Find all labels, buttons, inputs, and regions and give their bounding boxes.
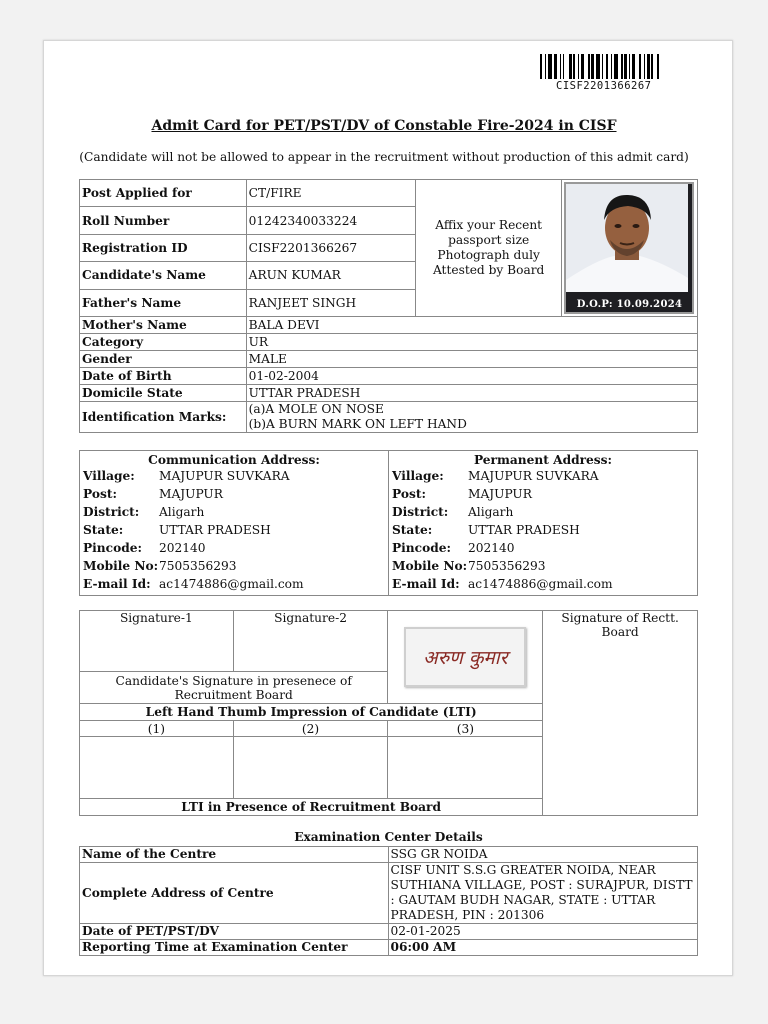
lti-1-box: [80, 737, 234, 799]
exam-date-value: 02-01-2025: [388, 924, 697, 940]
gender-label: Gender: [80, 351, 247, 368]
father-name-label: Father's Name: [80, 289, 247, 316]
identification-mark-a: (a)A MOLE ON NOSE: [248, 402, 384, 416]
mobile-label: Mobile No:: [392, 559, 468, 573]
candidate-name-label: Candidate's Name: [80, 262, 247, 289]
candidate-info-table: [79, 179, 698, 433]
exam-center-table: [79, 846, 698, 956]
table-row: [80, 334, 698, 351]
mobile-label: Mobile No:: [83, 559, 159, 573]
reporting-time-label: Reporting Time at Examination Center: [80, 940, 389, 956]
candidate-signature-image-cell: [388, 611, 543, 704]
post-label: Post:: [392, 487, 426, 501]
rectt-board-signature-cell: [543, 611, 698, 816]
affix-text: Affix your Recent passport size Photograph duly Attested by Board: [432, 218, 545, 277]
page-subtitle: (Candidate will not be allowed to appear in the recruitment without production of this admit card): [79, 150, 689, 164]
photo-cell: [561, 180, 697, 317]
post-value: MAJUPUR: [159, 487, 223, 501]
roll-label: Roll Number: [80, 207, 247, 234]
reporting-time-value: 06:00 AM: [388, 940, 697, 956]
barcode-bars: [540, 54, 700, 79]
lti-1-label: (1): [80, 721, 234, 737]
permanent-address-heading: Permanent Address:: [473, 453, 613, 467]
table-row: [80, 385, 698, 402]
lti-2-box: [233, 737, 388, 799]
identification-mark-b: (b)A BURN MARK ON LEFT HAND: [248, 417, 467, 431]
father-name-value: RANJEET SINGH: [246, 289, 416, 316]
dob-label: Date of Birth: [80, 368, 247, 385]
roll-value: 01242340033224: [246, 207, 416, 234]
domicile-label: Domicile State: [80, 385, 247, 402]
state-value: UTTAR PRADESH: [159, 523, 271, 537]
signature-presence-text: Candidate's Signature in presenece of Recruitment Board: [115, 673, 352, 702]
barcode-text: CISF2201366267: [556, 80, 652, 92]
mobile-value: 7505356293: [468, 559, 546, 573]
address-table: [79, 450, 698, 596]
state-label: State:: [392, 523, 433, 537]
rectt-board-signature-label: Signature of Rectt. Board: [561, 611, 679, 639]
email-label: E-mail Id:: [392, 577, 460, 591]
table-row: [80, 924, 698, 940]
candidate-signature-name: अरुण कुमार: [423, 647, 508, 669]
domicile-value: UTTAR PRADESH: [246, 385, 697, 402]
identification-marks-label: Identification Marks:: [80, 402, 247, 433]
village-value: MAJUPUR SUVKARA: [468, 469, 599, 483]
mother-name-value: BALA DEVI: [246, 317, 697, 334]
signature-1-label: Signature-1: [119, 611, 193, 625]
communication-address: [80, 451, 389, 596]
signature-table: [79, 610, 698, 816]
signature-2-cell: [233, 611, 388, 672]
mobile-value: 7505356293: [159, 559, 237, 573]
state-label: State:: [83, 523, 124, 537]
barcode: [540, 54, 700, 92]
table-row: [80, 863, 698, 924]
communication-address-heading: Communication Address:: [148, 453, 320, 467]
pincode-label: Pincode:: [392, 541, 451, 555]
email-value: ac1474886@gmail.com: [159, 577, 304, 591]
affix-photo-note: [416, 180, 562, 317]
pincode-value: 202140: [468, 541, 515, 555]
pincode-value: 202140: [159, 541, 206, 555]
post-value: MAJUPUR: [468, 487, 532, 501]
pincode-label: Pincode:: [83, 541, 142, 555]
candidate-name-value: ARUN KUMAR: [246, 262, 416, 289]
centre-address-value: CISF UNIT S.S.G GREATER NOIDA, NEAR SUTHIANA VILLAGE, POST : SURAJPUR, DISTT : GAUTAM BUDH NAGAR, STATE : UTTAR PRADESH, PIN : 201306: [388, 863, 697, 924]
exam-date-label: Date of PET/PST/DV: [80, 924, 389, 940]
table-row: [80, 368, 698, 385]
table-row: [80, 940, 698, 956]
table-row: [80, 847, 698, 863]
category-value: UR: [246, 334, 697, 351]
table-row: [80, 317, 698, 334]
candidate-photo-image: [566, 184, 688, 308]
table-row: [80, 351, 698, 368]
mother-name-label: Mother's Name: [80, 317, 247, 334]
lti-2-label: (2): [233, 721, 388, 737]
email-label: E-mail Id:: [83, 577, 151, 591]
category-label: Category: [80, 334, 247, 351]
signature-1-cell: [80, 611, 234, 672]
district-label: District:: [392, 505, 449, 519]
page-title: Admit Card for PET/PST/DV of Constable Fire-2024 in CISF: [151, 118, 617, 134]
signature-2-label: Signature-2: [274, 611, 347, 625]
centre-address-label: Complete Address of Centre: [80, 863, 389, 924]
lti-heading: Left Hand Thumb Impression of Candidate (LTI): [80, 704, 543, 721]
district-value: Aligarh: [468, 505, 514, 519]
candidate-photo: [564, 182, 694, 314]
district-value: Aligarh: [159, 505, 205, 519]
district-label: District:: [83, 505, 140, 519]
lti-presence-label: LTI in Presence of Recruitment Board: [80, 799, 543, 816]
identification-marks-value: [246, 402, 697, 433]
photo-date-label: D.O.P: 10.09.2024: [576, 299, 683, 310]
registration-label: Registration ID: [80, 234, 247, 261]
table-row: [80, 611, 698, 672]
post-value: CT/FIRE: [246, 180, 416, 207]
email-value: ac1474886@gmail.com: [468, 577, 613, 591]
candidate-signature-image: [404, 627, 526, 687]
village-value: MAJUPUR SUVKARA: [159, 469, 290, 483]
registration-value: CISF2201366267: [246, 234, 416, 261]
village-label: Village:: [83, 469, 135, 483]
village-label: Village:: [392, 469, 444, 483]
centre-name-value: SSG GR NOIDA: [388, 847, 697, 863]
exam-center-heading: Examination Center Details: [294, 830, 483, 844]
lti-3-box: [388, 737, 543, 799]
signature-presence-note: [80, 672, 388, 704]
permanent-address: [389, 451, 698, 596]
dob-value: 01-02-2004: [246, 368, 697, 385]
table-row: [80, 402, 698, 433]
gender-value: MALE: [246, 351, 697, 368]
table-row: [80, 451, 698, 596]
centre-name-label: Name of the Centre: [80, 847, 389, 863]
state-value: UTTAR PRADESH: [468, 523, 580, 537]
post-label: Post Applied for: [80, 180, 247, 207]
table-row: [80, 180, 698, 207]
post-label: Post:: [83, 487, 117, 501]
lti-3-label: (3): [388, 721, 543, 737]
